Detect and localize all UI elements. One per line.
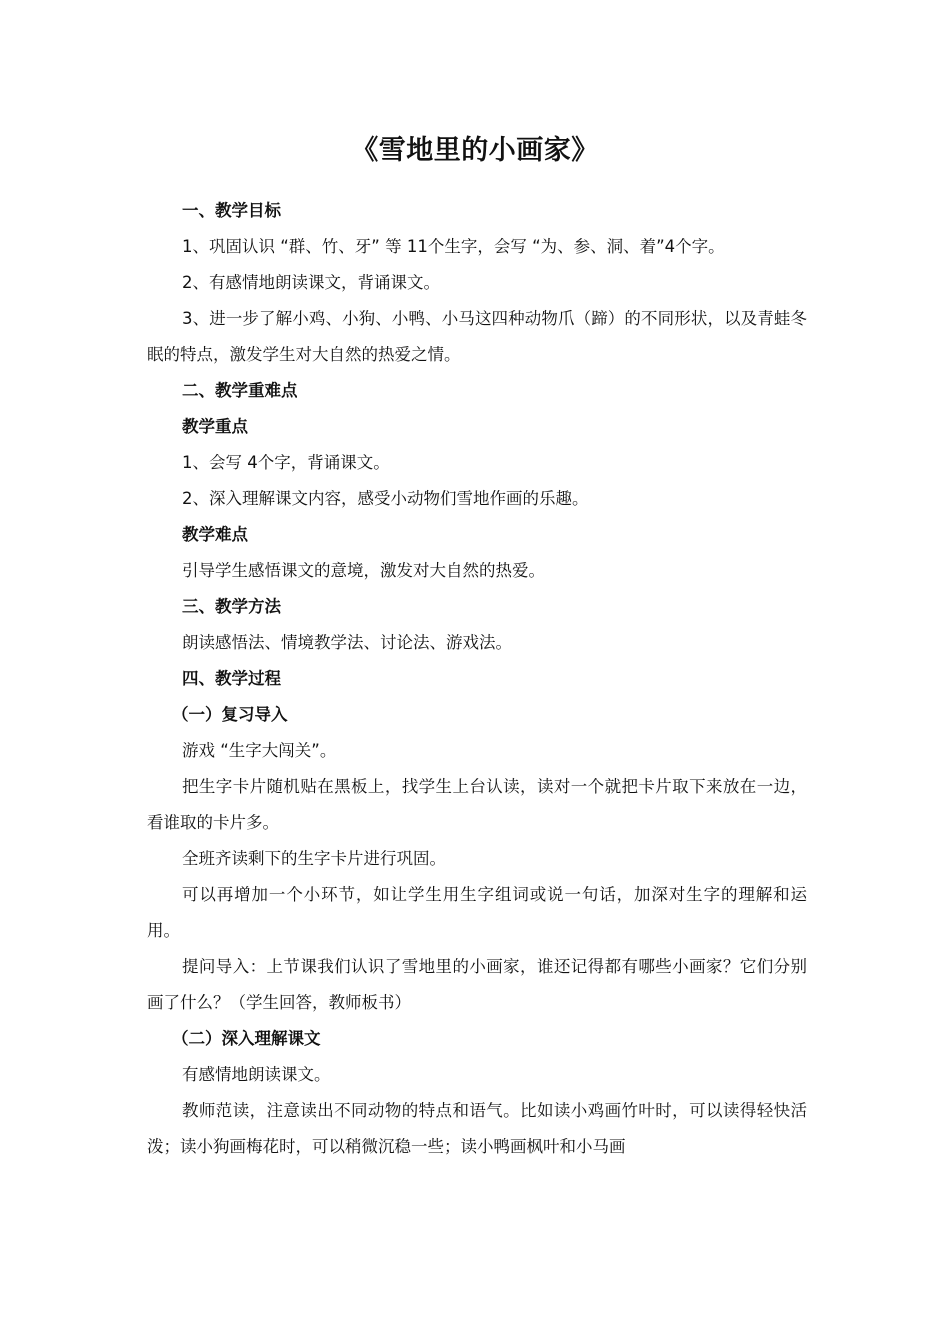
paragraph: 提问导入：上节课我们认识了雪地里的小画家，谁还记得都有哪些小画家？它们分别画了什么？（学生回答，教师板书） bbox=[147, 957, 807, 1012]
paragraph: 1、会写 4个字，背诵课文。 bbox=[182, 453, 390, 472]
paragraph: 3、进一步了解小鸡、小狗、小鸭、小马这四种动物爪（蹄）的不同形状，以及青蛙冬眠的特点，激发学生对大自然的热爱之情。 bbox=[147, 309, 807, 364]
paragraph: 教师范读，注意读出不同动物的特点和语气。比如读小鸡画竹叶时，可以读得轻快活泼；读小狗画梅花时，可以稍微沉稳一些；读小鸭画枫叶和小马画 bbox=[147, 1101, 807, 1156]
section-heading-process: 四、教学过程 bbox=[182, 669, 281, 688]
subheading-review: （一）复习导入 bbox=[172, 705, 288, 724]
paragraph: 2、深入理解课文内容，感受小动物们雪地作画的乐趣。 bbox=[182, 489, 589, 508]
section-heading-key-points: 二、教学重难点 bbox=[182, 381, 298, 400]
subheading-difficulty: 教学难点 bbox=[182, 525, 248, 544]
paragraph: 引导学生感悟课文的意境，激发对大自然的热爱。 bbox=[182, 561, 545, 580]
paragraph: 1、巩固认识 “群、竹、牙” 等 11个生字，会写 “为、参、洞、着”4个字。 bbox=[182, 237, 725, 256]
paragraph: 全班齐读剩下的生字卡片进行巩固。 bbox=[182, 849, 446, 868]
section-heading-goals: 一、教学目标 bbox=[182, 201, 281, 220]
paragraph: 游戏 “生字大闯关”。 bbox=[182, 741, 337, 760]
paragraph: 朗读感悟法、情境教学法、讨论法、游戏法。 bbox=[182, 633, 512, 652]
subheading-deep-reading: （二）深入理解课文 bbox=[172, 1029, 321, 1048]
section-heading-methods: 三、教学方法 bbox=[182, 597, 281, 616]
subheading-focus: 教学重点 bbox=[182, 417, 248, 436]
paragraph: 把生字卡片随机贴在黑板上，找学生上台认读，读对一个就把卡片取下来放在一边，看谁取的卡片多。 bbox=[147, 777, 807, 832]
paragraph: 2、有感情地朗读课文，背诵课文。 bbox=[182, 273, 440, 292]
document-title: 《雪地里的小画家》 bbox=[351, 135, 599, 166]
paragraph: 有感情地朗读课文。 bbox=[182, 1065, 331, 1084]
document-body bbox=[147, 193, 807, 1165]
paragraph: 可以再增加一个小环节，如让学生用生字组词或说一句话，加深对生字的理解和运用。 bbox=[147, 885, 807, 940]
